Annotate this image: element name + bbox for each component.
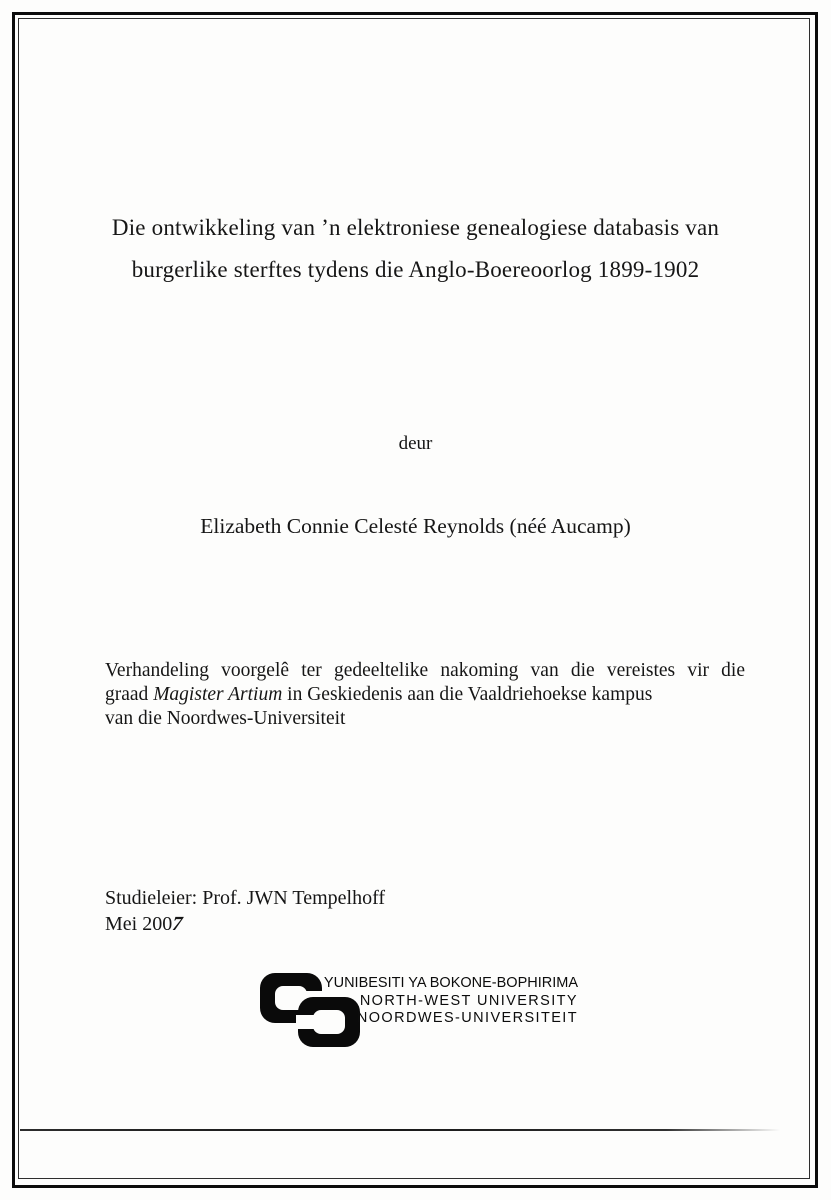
- thesis-title-line2: burgerlike sterftes tydens die Anglo-Boereoorlog 1899-1902: [131, 257, 700, 282]
- byline-label: deur: [398, 433, 433, 454]
- wordmark-setswana: YUNIBESITI YA BOKONE-BOPHIRIMA: [323, 975, 578, 991]
- date-line: [105, 912, 385, 938]
- supervisor-line: Studieleier: Prof. JWN Tempelhoff: [105, 887, 386, 909]
- degree-statement-line2-pre: graad: [105, 684, 154, 705]
- degree-statement-line2-post: in Geskiedenis aan die Vaaldriehoekse kampus: [282, 684, 653, 705]
- degree-statement: [105, 659, 745, 731]
- degree-statement-line3: van die Noordwes-Universiteit: [105, 708, 346, 729]
- author-name: Elizabeth Connie Celesté Reynolds (néé Aucamp): [200, 514, 631, 538]
- wordmark-english: NORTH-WEST UNIVERSITY: [359, 992, 578, 1009]
- thesis-title-line1: Die ontwikkeling van ’n elektroniese genealogiese databasis van: [111, 215, 720, 240]
- date-last-digit: 7: [169, 912, 186, 935]
- date-prefix: Mei 200: [105, 912, 173, 935]
- degree-statement-line2: [105, 683, 745, 707]
- degree-statement-line1: Verhandeling voorgelê ter gedeeltelike nakoming van die vereistes vir die: [105, 660, 745, 681]
- university-logo: [257, 971, 587, 1051]
- degree-name-italic: Magister Artium: [153, 684, 283, 705]
- university-wordmark: [321, 975, 578, 1028]
- supervisor-block: [105, 886, 385, 937]
- thesis-title: [40, 207, 791, 291]
- wordmark-afrikaans: NOORDWES-UNIVERSITEIT: [356, 1010, 578, 1026]
- scan-crease-line: [20, 1129, 780, 1131]
